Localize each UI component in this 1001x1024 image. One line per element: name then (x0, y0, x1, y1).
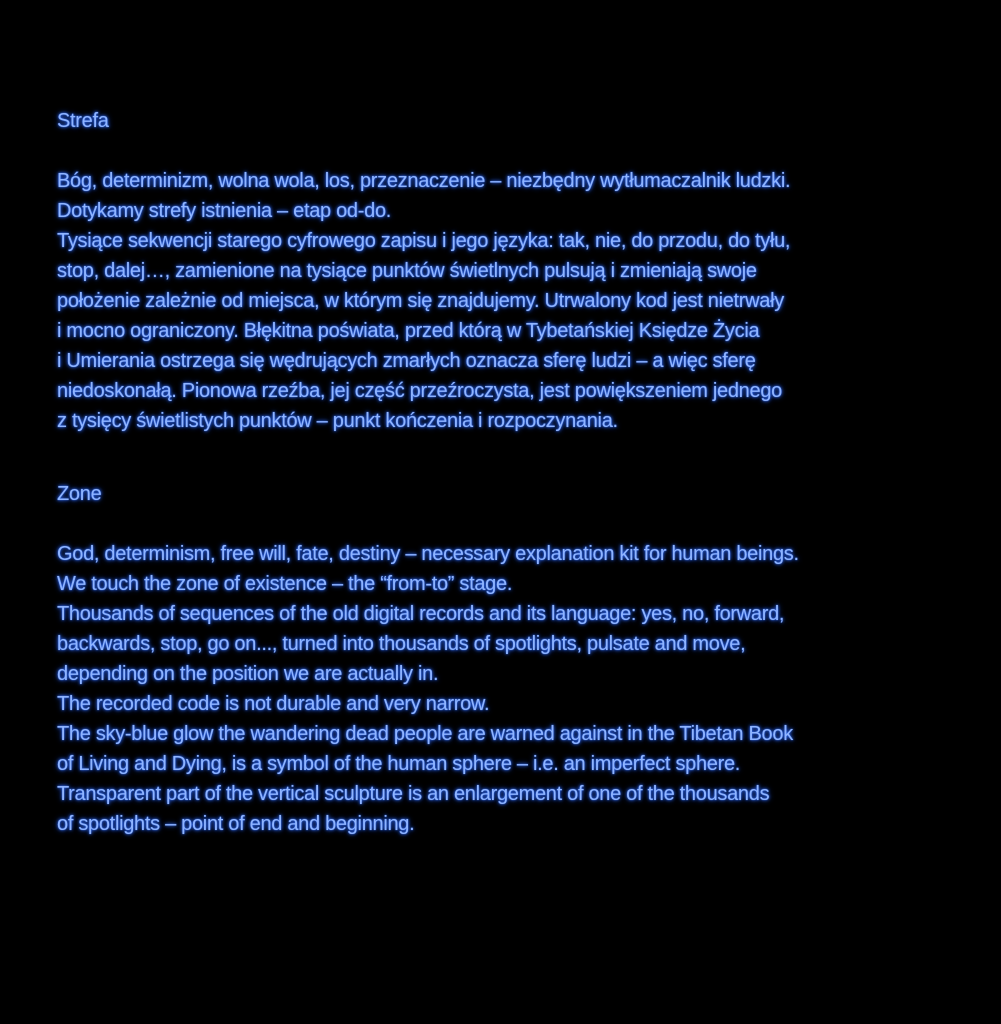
text-line: położenie zależnie od miejsca, w którym się znajdujemy. Utrwalony kod jest nietrwały (57, 290, 784, 312)
text-line: Bóg, determinizm, wolna wola, los, przeznaczenie – niezbędny wytłumaczalnik ludzki. (57, 170, 791, 192)
text-line: Thousands of sequences of the old digital records and its language: yes, no, forward, (57, 603, 785, 625)
document-page (57, 106, 987, 839)
spacer (57, 136, 987, 166)
spacer (57, 509, 987, 539)
text-line: Dotykamy strefy istnienia – etap od-do. (57, 200, 392, 222)
text-line: niedoskonałą. Pionowa rzeźba, jej część przeźroczysta, jest powiększeniem jednego (57, 380, 782, 402)
paragraph-polish (57, 166, 987, 436)
text-line: backwards, stop, go on..., turned into thousands of spotlights, pulsate and move, (57, 633, 746, 655)
text-line: The sky-blue glow the wandering dead people are warned against in the Tibetan Book (57, 723, 793, 745)
text-line: z tysięcy świetlistych punktów – punkt kończenia i rozpoczynania. (57, 410, 618, 432)
text-line: Tysiące sekwencji starego cyfrowego zapisu i jego języka: tak, nie, do przodu, do tyłu, (57, 230, 791, 252)
text-line: We touch the zone of existence – the “from-to” stage. (57, 573, 513, 595)
text-line: i mocno ograniczony. Błękitna poświata, przed którą w Tybetańskiej Księdze Życia (57, 320, 760, 342)
paragraph-english (57, 539, 987, 839)
text-line: God, determinism, free will, fate, destiny – necessary explanation kit for human beings. (57, 543, 799, 565)
text-line: Transparent part of the vertical sculpture is an enlargement of one of the thousands (57, 783, 770, 805)
text-line: stop, dalej…, zamienione na tysiące punktów świetlnych pulsują i zmieniają swoje (57, 260, 757, 282)
section-title-polish: Strefa (57, 110, 109, 132)
text-line: The recorded code is not durable and very narrow. (57, 693, 490, 715)
text-line: i Umierania ostrzega się wędrujących zmarłych oznacza sferę ludzi – a więc sferę (57, 350, 756, 372)
spacer (57, 436, 987, 479)
text-line: of Living and Dying, is a symbol of the human sphere – i.e. an imperfect sphere. (57, 753, 741, 775)
text-line: of spotlights – point of end and beginning. (57, 813, 415, 835)
text-line: depending on the position we are actually in. (57, 663, 439, 685)
section-title-english: Zone (57, 483, 102, 505)
